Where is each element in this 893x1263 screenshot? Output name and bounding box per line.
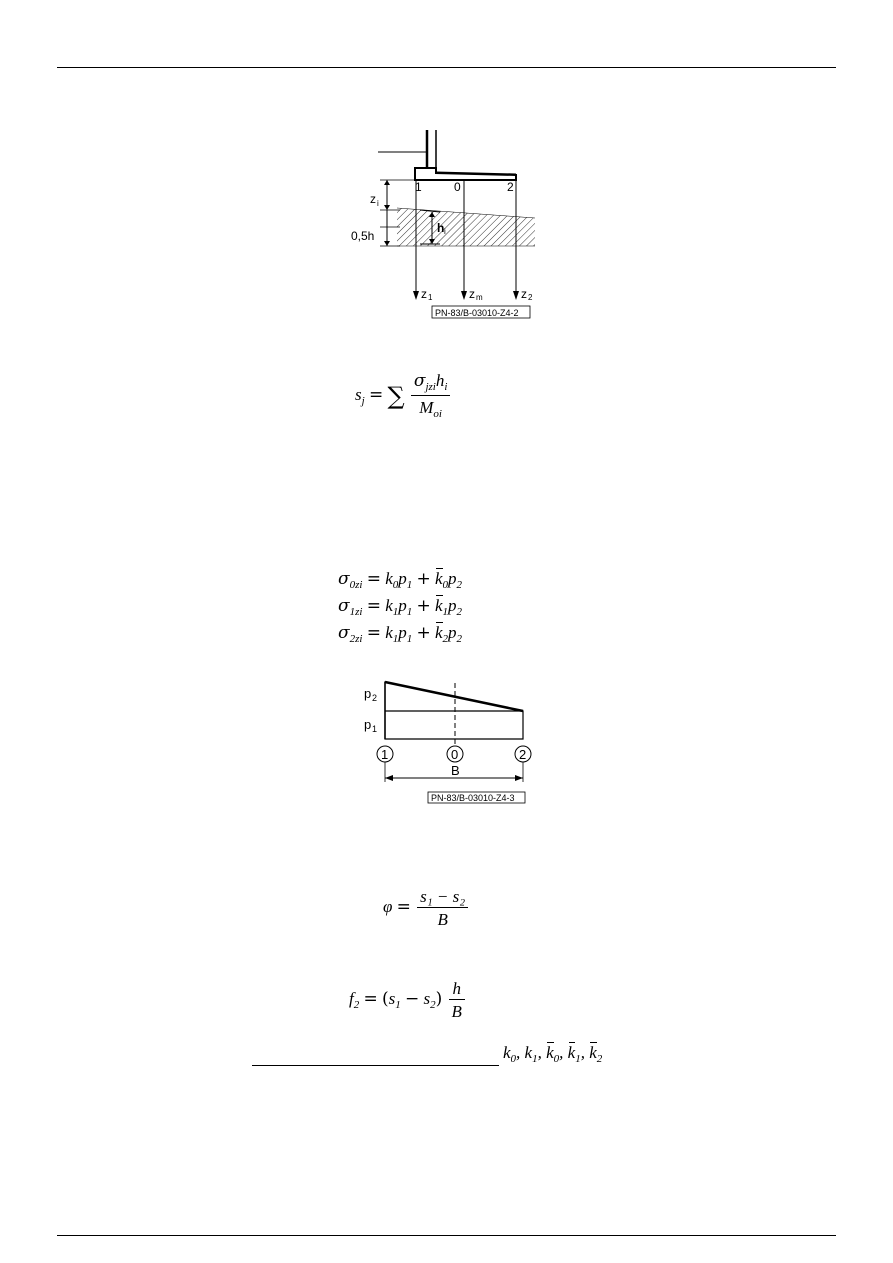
- stress-formula-0: $\sigma_{0zi} = k_0p_1 + k_0p_2$: [338, 569, 463, 591]
- p-sub: 2: [456, 633, 463, 645]
- coeff-kbar0: $k_0$: [546, 1043, 560, 1065]
- phi-fraction: [417, 888, 468, 928]
- top-rule: [57, 67, 836, 68]
- f2-paren-expr: $(s_1 - s_2)$: [381, 988, 443, 1011]
- phi-symbol: φ: [383, 896, 393, 916]
- layer-h-sub: i: [444, 227, 446, 236]
- p-sub: 2: [456, 606, 463, 618]
- coeff-k-bar: k: [435, 623, 443, 642]
- figure1-caption: PN-83/B-03010-Z4-2: [435, 308, 519, 318]
- f2-lhs: f: [349, 988, 354, 1008]
- axis-z2-label: z: [521, 287, 527, 301]
- p-symbol: p: [448, 569, 457, 588]
- p-sub: 2: [456, 579, 463, 591]
- phi-numerator: s₁ − s₂: [417, 888, 468, 908]
- stress-sigma-sub: 1zi: [349, 606, 363, 618]
- coeff-k: k: [385, 569, 393, 588]
- coeff-k1: $k_1$: [524, 1043, 538, 1065]
- sj-lhs: s: [355, 384, 362, 404]
- dim-half-layer-label: 0,5h: [351, 229, 375, 243]
- stress-sigma-sub: 0zi: [349, 579, 363, 591]
- point-label-1: 1: [415, 180, 422, 194]
- axis-z1-label: z: [421, 287, 427, 301]
- sj-den-m: M: [419, 398, 434, 417]
- f2-numerator: h: [449, 980, 465, 1000]
- formula-settlement-sj: [355, 372, 452, 420]
- equals-sign: =: [368, 384, 384, 405]
- blank-underline: [252, 1065, 499, 1066]
- coeff-kbar1: $k_1$: [567, 1043, 581, 1065]
- sj-num-h: h: [435, 371, 445, 390]
- load-figure: [360, 675, 535, 805]
- sigma-symbol: σ: [338, 569, 350, 589]
- coeff-kbar-sub: 2: [442, 633, 449, 645]
- stress-formula-1: $\sigma_{1zi} = k_1p_1 + k_1p_2$: [338, 596, 463, 618]
- point-label-2: 2: [507, 180, 514, 194]
- sigma-symbol: σ: [338, 596, 350, 616]
- coeff-k-sub: 1: [392, 633, 399, 645]
- coeff-k: k: [385, 623, 393, 642]
- point-label-0: 0: [454, 180, 461, 194]
- p-symbol: p: [448, 596, 457, 615]
- node-label-0: 0: [451, 747, 459, 762]
- formula-rotation-phi: φ = $\frac{\text{s₁ − s₂}}{B}$: [383, 888, 470, 928]
- load-p2-sub: 2: [372, 693, 378, 703]
- p-symbol: p: [398, 623, 407, 642]
- coeff-kbar-sub: 1: [442, 606, 449, 618]
- stress-formula-block: [338, 570, 462, 651]
- coeff-k-bar: k: [435, 569, 443, 588]
- axis-z1-sub: 1: [428, 293, 433, 302]
- p-sub: 1: [406, 579, 413, 591]
- coeff-kbar-sub: 0: [442, 579, 449, 591]
- sum-symbol: ∑: [387, 382, 405, 410]
- coeff-k-sub: 0: [392, 579, 399, 591]
- sj-denominator: [411, 396, 451, 420]
- f2-denominator: B: [451, 1002, 462, 1021]
- bottom-rule: [57, 1235, 836, 1236]
- coeff-k-sub: 1: [392, 606, 399, 618]
- f2-lhs-sub: 2: [353, 998, 360, 1011]
- foundation-diagram: [340, 128, 540, 323]
- sj-numerator: [411, 372, 451, 396]
- formula-f2: $f_2 = (s_1 - s_2)$ $\frac{h}{B}$: [349, 980, 467, 1020]
- p-symbol: p: [398, 569, 407, 588]
- dim-zi-label: z: [370, 192, 376, 206]
- p-symbol: p: [448, 623, 457, 642]
- sj-den-m-sub: oi: [433, 408, 442, 420]
- node-label-1: 1: [381, 747, 389, 762]
- load-p1-label: p: [364, 717, 372, 732]
- stress-sigma-sub: 2zi: [349, 633, 363, 645]
- coeff-k-bar: k: [435, 596, 443, 615]
- sj-num-sigma: σ: [413, 371, 426, 391]
- load-p1-sub: 1: [372, 724, 378, 734]
- coeff-k: k: [385, 596, 393, 615]
- f2-fraction: [449, 980, 465, 1020]
- stress-formula-2: $\sigma_{2zi} = k_1p_1 + k_2p_2$: [338, 623, 463, 645]
- p-sub: 1: [406, 633, 413, 645]
- sj-num-h-sub: i: [444, 381, 448, 393]
- axis-zm-label: z: [469, 287, 475, 301]
- figure2-caption: PN-83/B-03010-Z4-3: [431, 793, 515, 803]
- coeff-k0: $k_0$: [503, 1043, 517, 1065]
- layer-h-label: h: [437, 221, 445, 235]
- node-label-2: 2: [519, 747, 527, 762]
- axis-zm-sub: m: [476, 293, 483, 302]
- coefficient-list: $k_0$, $k_1$, $k_0$, $k_1$, $k_2$: [503, 1043, 603, 1065]
- sigma-symbol: σ: [338, 623, 350, 643]
- sj-num-sigma-sub: jzi: [425, 381, 436, 393]
- sj-fraction: [411, 372, 451, 420]
- sj-lhs-sub: j: [361, 394, 365, 407]
- foundation-figure: [340, 128, 540, 323]
- load-diagram: [360, 675, 535, 805]
- load-p2-label: p: [364, 686, 372, 701]
- p-symbol: p: [398, 596, 407, 615]
- dim-B-label: B: [451, 763, 460, 778]
- p-sub: 1: [406, 606, 413, 618]
- dim-zi-sub: i: [377, 199, 379, 208]
- phi-denominator: B: [437, 910, 448, 929]
- coeff-kbar2: $k_2$: [589, 1043, 603, 1065]
- axis-z2-sub: 2: [528, 293, 533, 302]
